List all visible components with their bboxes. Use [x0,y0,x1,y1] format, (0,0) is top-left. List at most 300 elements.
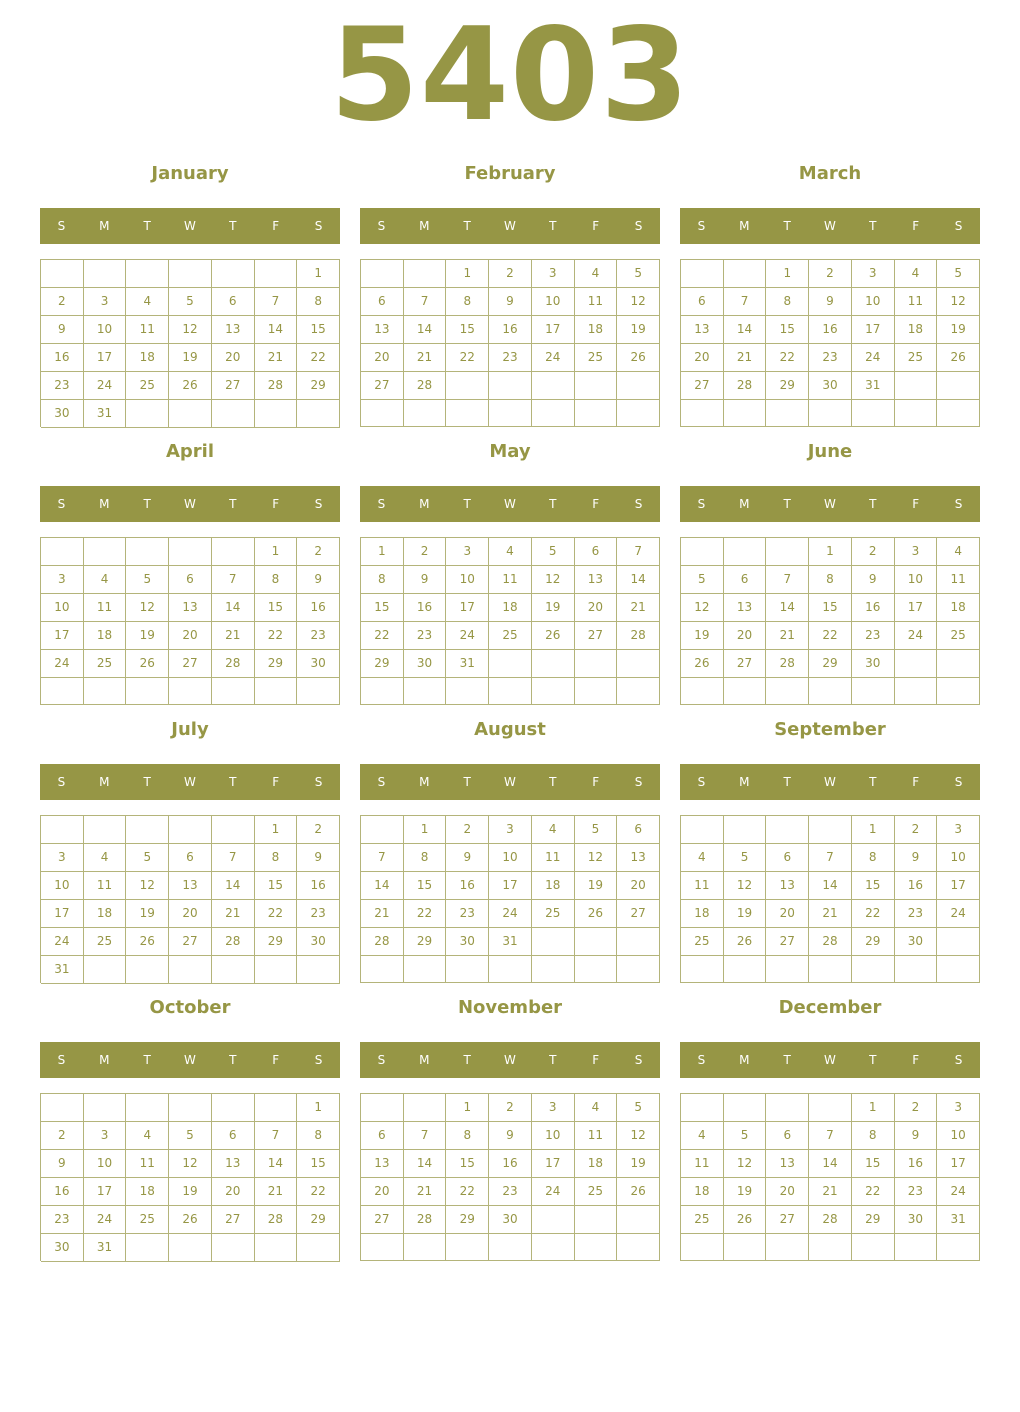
day-cell: 12 [937,288,980,316]
day-cell: 22 [446,344,489,372]
day-cell: 27 [724,650,767,678]
day-cell: 7 [809,1122,852,1150]
day-cell: 11 [489,566,532,594]
empty-day-cell [895,650,938,678]
day-cell: 25 [575,1178,618,1206]
empty-day-cell [575,1234,618,1261]
day-cell: 27 [617,900,660,928]
empty-day-cell [852,956,895,983]
day-cell: 21 [212,900,255,928]
day-cell: 8 [852,1122,895,1150]
day-cell: 12 [169,316,212,344]
weekday-label: T [869,1053,877,1067]
empty-day-cell [937,956,980,983]
day-cell: 5 [617,260,660,288]
day-cell: 5 [126,844,169,872]
day-grid [360,1093,660,1261]
day-cell: 12 [617,1122,660,1150]
day-cell: 18 [681,1178,724,1206]
empty-day-cell [84,678,127,705]
day-cell: 17 [937,872,980,900]
weekday-label: S [954,775,963,789]
day-cell: 25 [126,372,169,400]
day-cell: 16 [489,316,532,344]
day-cell: 15 [297,1150,340,1178]
empty-day-cell [852,400,895,427]
month-title: August [474,719,546,740]
empty-day-cell [681,400,724,427]
month-title: February [464,163,556,184]
empty-day-cell [255,956,298,984]
weekday-label: S [954,1053,963,1067]
day-cell: 17 [84,344,127,372]
empty-day-cell [937,372,980,400]
day-cell: 17 [489,872,532,900]
day-cell: 27 [361,372,404,400]
empty-day-cell [169,678,212,705]
day-cell: 12 [724,1150,767,1178]
empty-day-cell [724,816,767,844]
day-cell: 11 [84,594,127,622]
day-cell: 10 [532,288,575,316]
month-title: May [489,441,531,462]
day-cell: 26 [532,622,575,650]
day-grid [680,1093,980,1261]
day-cell: 27 [212,372,255,400]
day-grid [40,259,340,427]
day-cell: 6 [169,566,212,594]
day-cell: 5 [724,1122,767,1150]
day-cell: 5 [532,538,575,566]
day-cell: 23 [852,622,895,650]
empty-day-cell [255,1094,298,1122]
empty-day-cell [169,1234,212,1262]
day-cell: 28 [255,372,298,400]
day-cell: 14 [809,872,852,900]
day-cell: 13 [212,1150,255,1178]
day-cell: 12 [126,872,169,900]
day-cell: 30 [809,372,852,400]
empty-day-cell [532,650,575,678]
day-grid [40,815,340,983]
day-cell: 26 [937,344,980,372]
month-title: September [774,719,886,740]
day-cell: 6 [617,816,660,844]
day-cell: 13 [766,872,809,900]
day-cell: 20 [724,622,767,650]
day-cell: 24 [532,1178,575,1206]
empty-day-cell [895,678,938,705]
weekday-label: S [314,775,323,789]
empty-day-cell [852,1234,895,1261]
day-cell: 29 [852,1206,895,1234]
weekday-label: T [143,497,151,511]
day-cell: 30 [41,400,84,428]
month-october [40,995,340,1265]
day-cell: 1 [255,538,298,566]
day-cell: 24 [489,900,532,928]
day-cell: 6 [361,1122,404,1150]
day-cell: 13 [681,316,724,344]
day-cell: 24 [852,344,895,372]
empty-day-cell [809,678,852,705]
day-cell: 3 [937,816,980,844]
day-cell: 29 [766,372,809,400]
weekday-label: M [99,219,110,233]
empty-day-cell [489,678,532,705]
weekday-label: T [229,775,237,789]
weekday-label: T [869,497,877,511]
day-cell: 19 [169,1178,212,1206]
day-cell: 17 [852,316,895,344]
empty-day-cell [895,372,938,400]
day-cell: 16 [489,1150,532,1178]
empty-day-cell [724,956,767,983]
day-cell: 16 [41,344,84,372]
day-cell: 4 [126,1122,169,1150]
day-grid [360,259,660,427]
empty-day-cell [724,538,767,566]
day-cell: 4 [532,816,575,844]
day-cell: 25 [681,928,724,956]
day-cell: 30 [852,650,895,678]
day-cell: 7 [212,566,255,594]
weekday-header [360,208,660,244]
day-cell: 21 [404,1178,447,1206]
empty-day-cell [532,400,575,427]
weekday-header [680,486,980,522]
day-cell: 12 [724,872,767,900]
day-cell: 24 [84,372,127,400]
day-cell: 8 [297,1122,340,1150]
weekday-label: T [783,219,791,233]
empty-day-cell [532,678,575,705]
empty-day-cell [617,1206,660,1234]
day-cell: 25 [681,1206,724,1234]
weekday-label: S [377,775,386,789]
empty-day-cell [895,1234,938,1261]
day-cell: 27 [361,1206,404,1234]
day-cell: 24 [937,900,980,928]
empty-day-cell [937,678,980,705]
month-title: April [165,441,215,462]
weekday-label: F [592,775,600,789]
empty-day-cell [766,1234,809,1261]
empty-day-cell [361,956,404,983]
empty-day-cell [404,1234,447,1261]
month-march [680,161,980,431]
day-cell: 12 [169,1150,212,1178]
empty-day-cell [84,1094,127,1122]
day-cell: 29 [297,1206,340,1234]
weekday-label: F [912,497,920,511]
day-cell: 23 [446,900,489,928]
empty-day-cell [681,678,724,705]
day-cell: 8 [255,844,298,872]
empty-day-cell [766,956,809,983]
day-cell: 19 [617,316,660,344]
day-cell: 5 [617,1094,660,1122]
weekday-label: F [592,219,600,233]
weekday-label: M [99,1053,110,1067]
day-cell: 19 [532,594,575,622]
weekday-label: T [463,497,471,511]
day-cell: 11 [681,872,724,900]
day-cell: 8 [446,288,489,316]
weekday-label: W [824,497,836,511]
weekday-label: S [634,497,643,511]
day-cell: 20 [681,344,724,372]
weekday-label: F [592,1053,600,1067]
day-cell: 5 [169,1122,212,1150]
weekday-label: W [824,1053,836,1067]
day-cell: 21 [361,900,404,928]
day-cell: 28 [404,1206,447,1234]
day-cell: 1 [404,816,447,844]
weekday-label: M [419,497,430,511]
day-cell: 15 [255,872,298,900]
day-cell: 9 [297,566,340,594]
day-grid [680,815,980,983]
empty-day-cell [937,650,980,678]
empty-day-cell [724,1234,767,1261]
day-cell: 26 [617,1178,660,1206]
weekday-label: T [229,219,237,233]
day-cell: 26 [617,344,660,372]
empty-day-cell [169,1094,212,1122]
day-cell: 22 [446,1178,489,1206]
day-cell: 18 [489,594,532,622]
day-cell: 14 [766,594,809,622]
day-cell: 16 [297,872,340,900]
weekday-header [40,486,340,522]
empty-day-cell [212,1094,255,1122]
empty-day-cell [809,1234,852,1261]
weekday-header [360,764,660,800]
day-cell: 21 [404,344,447,372]
day-cell: 13 [169,872,212,900]
empty-day-cell [361,1234,404,1261]
day-cell: 1 [361,538,404,566]
day-cell: 18 [126,344,169,372]
day-cell: 11 [575,1122,618,1150]
empty-day-cell [297,400,340,428]
day-cell: 3 [852,260,895,288]
empty-day-cell [126,816,169,844]
day-cell: 16 [404,594,447,622]
day-cell: 6 [169,844,212,872]
day-cell: 27 [766,1206,809,1234]
weekday-label: S [697,775,706,789]
day-cell: 30 [404,650,447,678]
day-cell: 5 [575,816,618,844]
day-cell: 24 [84,1206,127,1234]
weekday-label: W [504,775,516,789]
empty-day-cell [404,260,447,288]
weekday-label: S [377,497,386,511]
weekday-label: T [869,775,877,789]
day-cell: 19 [617,1150,660,1178]
day-cell: 25 [126,1206,169,1234]
day-cell: 2 [489,1094,532,1122]
day-cell: 3 [532,1094,575,1122]
day-cell: 29 [446,1206,489,1234]
day-cell: 28 [404,372,447,400]
weekday-label: M [739,775,750,789]
day-cell: 23 [809,344,852,372]
day-cell: 12 [575,844,618,872]
empty-day-cell [404,1094,447,1122]
day-cell: 5 [169,288,212,316]
day-cell: 9 [41,316,84,344]
weekday-label: F [912,1053,920,1067]
day-cell: 25 [489,622,532,650]
weekday-label: T [783,1053,791,1067]
day-cell: 10 [937,844,980,872]
day-cell: 26 [724,928,767,956]
day-cell: 15 [361,594,404,622]
empty-day-cell [126,956,169,984]
weekday-header [360,1042,660,1078]
empty-day-cell [766,400,809,427]
day-cell: 4 [895,260,938,288]
day-cell: 4 [681,1122,724,1150]
weekday-label: T [463,219,471,233]
day-cell: 31 [489,928,532,956]
day-cell: 29 [255,928,298,956]
day-cell: 13 [169,594,212,622]
day-cell: 20 [766,1178,809,1206]
day-cell: 6 [575,538,618,566]
day-cell: 20 [617,872,660,900]
weekday-label: M [99,775,110,789]
day-cell: 31 [937,1206,980,1234]
empty-day-cell [766,538,809,566]
weekday-label: S [314,1053,323,1067]
day-cell: 9 [809,288,852,316]
weekday-label: S [697,1053,706,1067]
weekday-label: S [697,497,706,511]
day-cell: 21 [766,622,809,650]
day-cell: 25 [895,344,938,372]
empty-day-cell [297,956,340,984]
empty-day-cell [84,260,127,288]
day-cell: 22 [766,344,809,372]
empty-day-cell [361,260,404,288]
day-cell: 26 [681,650,724,678]
weekday-label: F [272,1053,280,1067]
day-cell: 2 [809,260,852,288]
day-cell: 2 [446,816,489,844]
day-cell: 9 [852,566,895,594]
day-cell: 6 [212,1122,255,1150]
day-cell: 20 [212,344,255,372]
empty-day-cell [169,816,212,844]
day-cell: 22 [297,1178,340,1206]
day-cell: 9 [404,566,447,594]
day-cell: 31 [84,1234,127,1262]
empty-day-cell [724,678,767,705]
day-cell: 27 [169,928,212,956]
empty-day-cell [212,678,255,705]
day-cell: 14 [724,316,767,344]
empty-day-cell [41,678,84,705]
day-cell: 7 [404,288,447,316]
day-cell: 25 [84,928,127,956]
day-cell: 30 [446,928,489,956]
empty-day-cell [937,1234,980,1261]
day-grid [360,815,660,983]
day-cell: 31 [41,956,84,984]
empty-day-cell [126,538,169,566]
day-cell: 10 [41,872,84,900]
empty-day-cell [617,650,660,678]
day-cell: 24 [937,1178,980,1206]
empty-day-cell [766,816,809,844]
empty-day-cell [169,956,212,984]
day-cell: 23 [297,900,340,928]
day-cell: 11 [895,288,938,316]
day-cell: 24 [446,622,489,650]
day-cell: 20 [169,622,212,650]
day-cell: 4 [575,1094,618,1122]
day-cell: 20 [766,900,809,928]
day-cell: 5 [724,844,767,872]
day-cell: 7 [617,538,660,566]
empty-day-cell [937,928,980,956]
day-cell: 25 [575,344,618,372]
empty-day-cell [404,956,447,983]
day-cell: 24 [41,650,84,678]
day-cell: 26 [126,650,169,678]
day-cell: 15 [404,872,447,900]
weekday-label: S [57,219,66,233]
day-cell: 16 [852,594,895,622]
weekday-label: T [463,1053,471,1067]
day-cell: 7 [361,844,404,872]
weekday-label: W [824,775,836,789]
empty-day-cell [617,956,660,983]
day-cell: 10 [532,1122,575,1150]
day-cell: 22 [404,900,447,928]
day-cell: 22 [852,1178,895,1206]
day-cell: 9 [895,1122,938,1150]
empty-day-cell [255,400,298,428]
day-cell: 23 [41,372,84,400]
day-cell: 8 [852,844,895,872]
day-cell: 15 [297,316,340,344]
day-cell: 9 [297,844,340,872]
day-cell: 18 [681,900,724,928]
day-cell: 23 [404,622,447,650]
weekday-label: T [783,775,791,789]
day-cell: 8 [446,1122,489,1150]
weekday-label: S [377,1053,386,1067]
day-cell: 19 [169,344,212,372]
day-cell: 27 [766,928,809,956]
day-cell: 23 [297,622,340,650]
empty-day-cell [489,650,532,678]
day-cell: 15 [446,1150,489,1178]
day-cell: 24 [532,344,575,372]
day-cell: 14 [255,1150,298,1178]
weekday-label: F [272,775,280,789]
day-cell: 5 [937,260,980,288]
empty-day-cell [575,678,618,705]
day-cell: 7 [212,844,255,872]
day-cell: 12 [532,566,575,594]
empty-day-cell [766,1094,809,1122]
